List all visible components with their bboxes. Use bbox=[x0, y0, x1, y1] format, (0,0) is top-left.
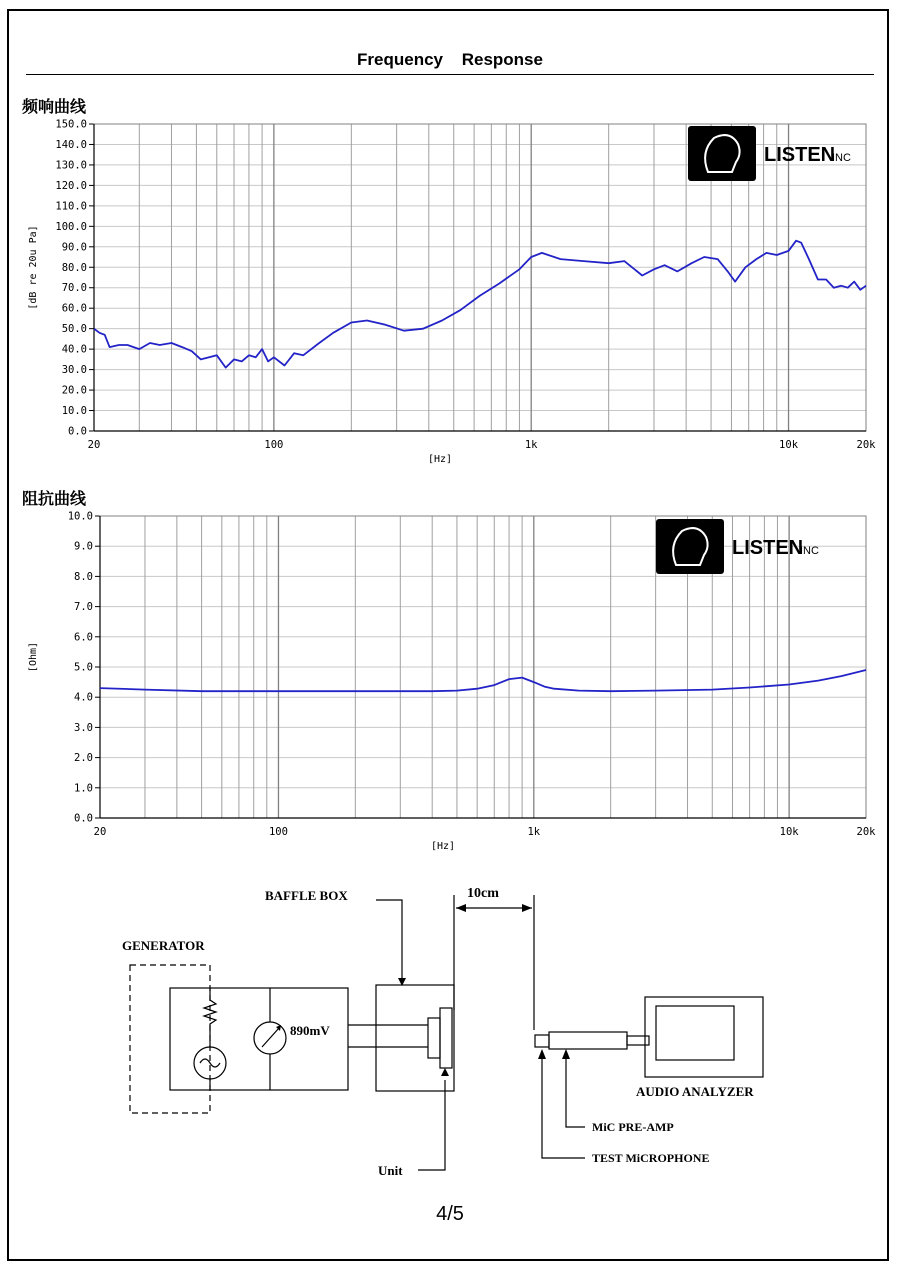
y-tick-label: 5.0 bbox=[74, 661, 93, 674]
test-microphone-icon bbox=[535, 1035, 549, 1047]
logo-suffix: INC bbox=[800, 545, 819, 557]
resistor-icon bbox=[204, 988, 216, 1032]
x-axis-label: [Hz] bbox=[430, 841, 456, 852]
x-tick-label: 1k bbox=[527, 826, 541, 838]
y-tick-label: 7.0 bbox=[74, 601, 93, 614]
y-tick-label: 2.0 bbox=[74, 752, 93, 765]
x-tick-label: 20k bbox=[856, 439, 876, 451]
page-title: Frequency Response bbox=[357, 50, 543, 69]
y-axis-label: [dB re 20u Pa] bbox=[28, 225, 39, 310]
unit-label: Unit bbox=[378, 1163, 403, 1178]
circuit-box bbox=[170, 988, 348, 1090]
logo-suffix: INC bbox=[832, 152, 851, 164]
mic-preamp-icon bbox=[549, 1032, 627, 1049]
y-tick-label: 140.0 bbox=[55, 138, 87, 151]
y-tick-label: 3.0 bbox=[74, 721, 93, 734]
y-tick-label: 9.0 bbox=[74, 540, 93, 553]
y-tick-label: 0.0 bbox=[74, 812, 93, 825]
generator-label: GENERATOR bbox=[122, 938, 205, 953]
y-tick-label: 50.0 bbox=[61, 323, 87, 336]
y-tick-label: 4.0 bbox=[74, 691, 93, 704]
impedance-section-title: 阻抗曲线 bbox=[22, 489, 87, 508]
y-tick-label: 0.0 bbox=[68, 425, 87, 438]
page-number: 4/5 bbox=[436, 1203, 464, 1225]
y-tick-label: 10.0 bbox=[67, 510, 93, 523]
logo-name: LISTEN bbox=[764, 144, 836, 166]
y-tick-label: 80.0 bbox=[61, 261, 87, 274]
x-tick-label: 100 bbox=[268, 826, 288, 838]
y-tick-label: 90.0 bbox=[61, 241, 87, 254]
y-tick-label: 8.0 bbox=[74, 570, 93, 583]
distance-label: 10cm bbox=[467, 886, 499, 901]
x-axis-label: [Hz] bbox=[427, 454, 453, 465]
voltage-label: 890mV bbox=[290, 1023, 330, 1038]
y-axis-label: [Ohm] bbox=[28, 641, 39, 673]
test-microphone-label: TEST MiCROPHONE bbox=[592, 1151, 710, 1165]
y-tick-label: 60.0 bbox=[61, 302, 87, 315]
y-tick-label: 10.0 bbox=[61, 405, 87, 418]
y-tick-label: 40.0 bbox=[61, 343, 87, 356]
y-tick-label: 110.0 bbox=[55, 200, 87, 213]
y-tick-label: 100.0 bbox=[55, 220, 87, 233]
y-tick-label: 1.0 bbox=[74, 782, 93, 795]
y-tick-label: 130.0 bbox=[55, 159, 87, 172]
unit-driver bbox=[428, 1018, 440, 1058]
baffle-box-label: BAFFLE BOX bbox=[265, 888, 348, 903]
x-tick-label: 10k bbox=[779, 439, 799, 451]
x-tick-label: 20 bbox=[87, 439, 101, 451]
audio-analyzer-label: AUDIO ANALYZER bbox=[636, 1084, 754, 1099]
x-tick-label: 10k bbox=[779, 826, 799, 838]
logo-name: LISTEN bbox=[732, 537, 804, 559]
audio-analyzer-box bbox=[645, 997, 763, 1077]
y-tick-label: 120.0 bbox=[55, 179, 87, 192]
frequency-response-section-title: 频响曲线 bbox=[22, 97, 87, 116]
x-tick-label: 20k bbox=[856, 826, 876, 838]
y-tick-label: 30.0 bbox=[61, 364, 87, 377]
y-tick-label: 6.0 bbox=[74, 631, 93, 644]
x-tick-label: 100 bbox=[264, 439, 284, 451]
y-tick-label: 70.0 bbox=[61, 282, 87, 295]
x-tick-label: 20 bbox=[93, 826, 107, 838]
y-tick-label: 20.0 bbox=[61, 384, 87, 397]
mic-preamp-label: MiC PRE-AMP bbox=[592, 1120, 674, 1134]
x-tick-label: 1k bbox=[524, 439, 538, 451]
y-tick-label: 150.0 bbox=[55, 118, 87, 131]
audio-analyzer-screen bbox=[656, 1006, 734, 1060]
